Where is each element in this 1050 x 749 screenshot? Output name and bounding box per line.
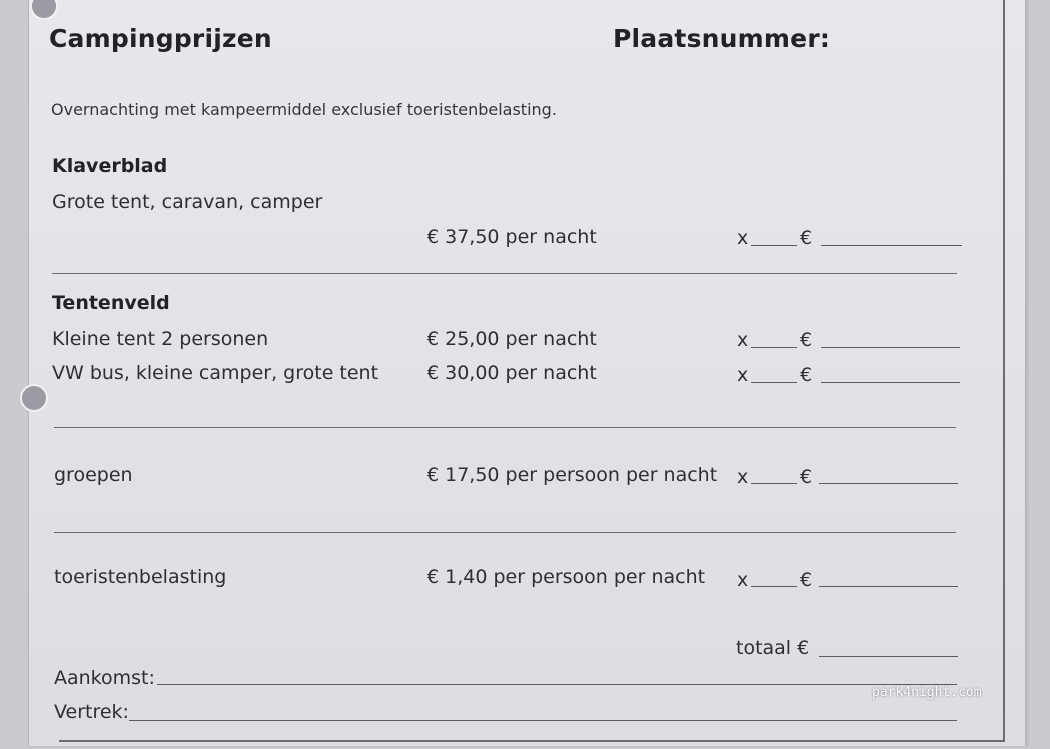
times-mark: x bbox=[737, 569, 749, 591]
times-mark: x bbox=[737, 329, 749, 351]
currency-sign: € bbox=[800, 227, 813, 249]
amount-blank bbox=[821, 382, 960, 383]
section-divider bbox=[54, 532, 956, 533]
currency-sign: € bbox=[800, 569, 813, 591]
currency-sign: € bbox=[800, 329, 813, 351]
total-label: totaal € bbox=[736, 637, 810, 659]
times-mark: x bbox=[737, 227, 749, 249]
row-label-vw-bus: VW bus, kleine camper, grote tent bbox=[52, 362, 379, 384]
amount-blank bbox=[821, 245, 962, 246]
total-amount-blank bbox=[819, 656, 958, 657]
price-groepen: € 17,50 per persoon per nacht bbox=[427, 464, 718, 486]
punch-hole bbox=[20, 384, 48, 412]
section-title-klaverblad: Klaverblad bbox=[52, 155, 168, 177]
page-title: Campingprijzen bbox=[49, 24, 272, 53]
amount-blank bbox=[819, 586, 958, 587]
quantity-blank bbox=[751, 347, 797, 348]
times-mark: x bbox=[737, 364, 749, 386]
quantity-blank bbox=[751, 586, 797, 587]
section-divider bbox=[52, 273, 957, 274]
arrival-blank bbox=[157, 684, 957, 685]
times-mark: x bbox=[737, 466, 749, 488]
currency-sign: € bbox=[800, 364, 813, 386]
intro-text: Overnachting met kampeermiddel exclusief toeristenbelasting. bbox=[51, 100, 557, 119]
plot-number-label: Plaatsnummer: bbox=[613, 24, 831, 53]
quantity-blank bbox=[751, 382, 797, 383]
row-label-toeristenbelasting: toeristenbelasting bbox=[54, 566, 227, 588]
price-klaverblad: € 37,50 per nacht bbox=[427, 226, 597, 248]
section-title-tentenveld: Tentenveld bbox=[52, 292, 170, 314]
quantity-blank bbox=[751, 245, 797, 246]
price-vw-bus: € 30,00 per nacht bbox=[427, 362, 597, 384]
watermark: park4night.com bbox=[872, 685, 982, 700]
section-divider bbox=[54, 427, 956, 428]
section-subtitle-klaverblad: Grote tent, caravan, camper bbox=[52, 191, 323, 213]
amount-blank bbox=[819, 483, 958, 484]
price-toeristenbelasting: € 1,40 per persoon per nacht bbox=[427, 566, 706, 588]
currency-sign: € bbox=[800, 466, 813, 488]
quantity-blank bbox=[751, 483, 797, 484]
departure-label: Vertrek: bbox=[54, 701, 129, 723]
row-label-groepen: groepen bbox=[54, 464, 133, 486]
row-label-kleine-tent: Kleine tent 2 personen bbox=[52, 328, 269, 350]
departure-blank bbox=[129, 720, 957, 721]
price-kleine-tent: € 25,00 per nacht bbox=[427, 328, 597, 350]
amount-blank bbox=[821, 347, 960, 348]
arrival-label: Aankomst: bbox=[54, 667, 155, 689]
price-sheet bbox=[28, 0, 1025, 746]
